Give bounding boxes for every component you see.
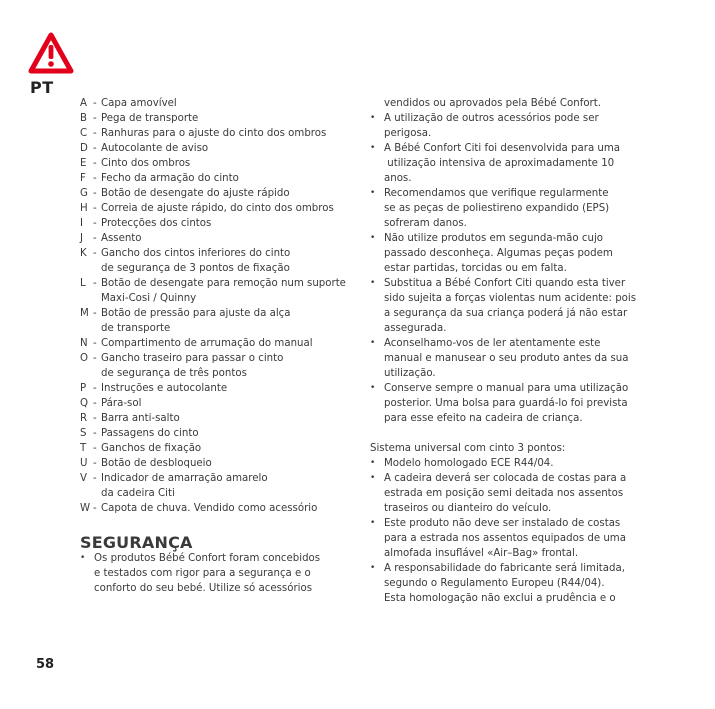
part-description-line: Autocolante de aviso <box>101 143 209 154</box>
part-letter: D <box>80 143 88 154</box>
language-code: PT <box>30 78 54 97</box>
part-description-line: Passagens do cinto <box>101 428 199 439</box>
part-dash: - <box>93 233 97 244</box>
bullet-dot: • <box>370 383 376 393</box>
part-description <box>101 186 355 201</box>
part-description-line: Ranhuras para o ajuste do cinto dos ombros <box>101 128 327 139</box>
bullet-text-line: sido sujeita a forças violentas num acidente: pois <box>384 293 637 304</box>
bullet-text-line: Não utilize produtos em segunda-mão cujo <box>384 233 604 244</box>
part-letter: R <box>80 413 88 424</box>
bullet-dot: • <box>370 278 376 288</box>
part-description-line: Cinto dos ombros <box>101 158 191 169</box>
part-letter: H <box>80 203 88 214</box>
bullet-text-line: Conserve sempre o manual para uma utilização <box>384 383 629 394</box>
part-letter: E <box>80 158 87 169</box>
bullet-text-line: A cadeira deverá ser colocada de costas para a <box>384 473 627 484</box>
bullet-text-line: Substitua a Bébé Confort Citi quando esta tiver <box>384 278 626 289</box>
parts-list-item <box>80 456 355 471</box>
bullet-item <box>370 561 645 606</box>
warning-triangle-icon <box>28 32 74 74</box>
part-description-line: de segurança de três pontos <box>101 368 247 379</box>
parts-list-item <box>80 501 355 516</box>
bullet-text-line: almofada insuflável «Air–Bag» frontal. <box>384 548 579 559</box>
bullet-text <box>384 141 645 186</box>
bullet-dot: • <box>80 553 86 563</box>
part-letter: Q <box>80 398 89 409</box>
part-dash: - <box>93 218 97 229</box>
universal-system-heading: Sistema universal com cinto 3 pontos: <box>370 443 566 454</box>
page-number: 58 <box>36 657 55 672</box>
bullet-item <box>370 276 645 336</box>
bullet-text <box>384 516 645 561</box>
bullet-text-line: traseiros ou dianteiro do veículo. <box>384 503 552 514</box>
part-dash: - <box>93 353 97 364</box>
part-description <box>101 231 355 246</box>
bullet-item <box>370 111 645 141</box>
bullet-text-line: assegurada. <box>384 323 447 334</box>
part-dash: - <box>93 203 97 214</box>
bullet-text-line: Aconselhamo-vos de ler atentamente este <box>384 338 601 349</box>
part-dash: - <box>93 413 97 424</box>
bullet-text-line: se as peças de poliestireno expandido (EPS) <box>384 203 610 214</box>
parts-list-item <box>80 171 355 186</box>
parts-list-item <box>80 96 355 111</box>
part-description <box>101 441 355 456</box>
parts-list-item <box>80 441 355 456</box>
parts-list-item <box>80 426 355 441</box>
part-description-line: Compartimento de arrumação do manual <box>101 338 313 349</box>
bullet-text-line: para esse efeito na cadeira de criança. <box>384 413 583 424</box>
part-letter: F <box>80 173 86 184</box>
parts-list-item <box>80 411 355 426</box>
bullet-text-line: anos. <box>384 173 412 184</box>
bullet-item <box>370 516 645 561</box>
part-description-line: Maxi-Cosi / Quinny <box>101 293 197 304</box>
bullet-item <box>370 141 645 186</box>
bullet-dot: • <box>370 518 376 528</box>
part-description-line: Assento <box>101 233 142 244</box>
part-letter: G <box>80 188 88 199</box>
part-letter: J <box>80 233 84 244</box>
part-dash: - <box>93 98 97 109</box>
bullet-text-line: Os produtos Bébé Confort foram concebidos <box>94 553 321 564</box>
part-description-line: de transporte <box>101 323 171 334</box>
bullet-text-line: manual e manusear o seu produto antes da sua <box>384 353 629 364</box>
part-description-line: Botão de desbloqueio <box>101 458 212 469</box>
part-description <box>101 411 355 426</box>
parts-list <box>80 96 355 516</box>
bullet-text <box>384 276 645 336</box>
part-dash: - <box>93 473 97 484</box>
part-description-line: Pára-sol <box>101 398 142 409</box>
parts-list-item <box>80 351 355 381</box>
bullet-text-line: para a estrada nos assentos equipados de uma <box>384 533 626 544</box>
bullet-dot: • <box>370 458 376 468</box>
part-dash: - <box>93 113 97 124</box>
part-description-line: Botão de pressão para ajuste da alça <box>101 308 291 319</box>
parts-list-item <box>80 231 355 246</box>
part-letter: P <box>80 383 87 394</box>
part-dash: - <box>93 308 97 319</box>
left-column <box>80 96 355 596</box>
bullet-text-line: A responsabilidade do fabricante será limitada, <box>384 563 625 574</box>
part-description <box>101 306 355 336</box>
bullet-continuation: vendidos ou aprovados pela Bébé Confort. <box>384 98 601 109</box>
part-description <box>101 141 355 156</box>
part-dash: - <box>93 338 97 349</box>
part-description <box>101 216 355 231</box>
part-dash: - <box>93 428 97 439</box>
parts-list-item <box>80 156 355 171</box>
parts-list-item <box>80 126 355 141</box>
part-letter: T <box>80 443 87 454</box>
parts-list-item <box>80 141 355 156</box>
part-dash: - <box>93 173 97 184</box>
part-description-line: Barra anti-salto <box>101 413 180 424</box>
part-dash: - <box>93 188 97 199</box>
bullet-text-line: A utilização de outros acessórios pode ser <box>384 113 599 124</box>
parts-list-item <box>80 246 355 276</box>
universal-system-bullets <box>370 456 645 606</box>
part-letter: M <box>80 308 89 319</box>
part-dash: - <box>93 503 97 514</box>
bullet-text <box>94 551 355 596</box>
part-letter: C <box>80 128 88 139</box>
part-description <box>101 156 355 171</box>
bullet-text-line: segundo o Regulamento Europeu (R44/04). <box>384 578 605 589</box>
part-letter: W <box>80 503 91 514</box>
bullet-text-line: utilização. <box>384 368 436 379</box>
part-letter: B <box>80 113 87 124</box>
bullet-dot: • <box>370 188 376 198</box>
right-column <box>370 96 645 606</box>
bullet-item <box>370 336 645 381</box>
part-description-line: Fecho da armação do cinto <box>101 173 239 184</box>
bullet-text-line: Esta homologação não exclui a prudência e o <box>384 593 616 604</box>
bullet-text-line: sofreram danos. <box>384 218 467 229</box>
bullet-dot: • <box>370 563 376 573</box>
part-description-line: de segurança de 3 pontos de fixação <box>101 263 290 274</box>
bullet-text <box>384 456 645 471</box>
part-letter: V <box>80 473 87 484</box>
part-description-line: Gancho traseiro para passar o cinto <box>101 353 284 364</box>
bullet-item <box>370 186 645 231</box>
part-letter: S <box>80 428 87 439</box>
part-description <box>101 96 355 111</box>
part-letter: A <box>80 98 87 109</box>
part-description-line: Botão de desengate do ajuste rápido <box>101 188 290 199</box>
bullet-text-line: Recomendamos que verifique regularmente <box>384 188 609 199</box>
safety-bullets-left <box>80 551 355 596</box>
part-description <box>101 426 355 441</box>
part-description <box>101 336 355 351</box>
parts-list-item <box>80 381 355 396</box>
bullet-text <box>384 186 645 231</box>
bullet-text-line: estrada em posição semi deitada nos assentos <box>384 488 624 499</box>
part-description <box>101 471 355 501</box>
part-description <box>101 351 355 381</box>
part-description <box>101 381 355 396</box>
bullet-dot: • <box>370 473 376 483</box>
part-letter: N <box>80 338 88 349</box>
parts-list-item <box>80 111 355 126</box>
parts-list-item <box>80 396 355 411</box>
parts-list-item <box>80 306 355 336</box>
part-description-line: Capota de chuva. Vendido como acessório <box>101 503 318 514</box>
part-description <box>101 396 355 411</box>
part-description <box>101 501 355 516</box>
part-description-line: Instruções e autocolante <box>101 383 228 394</box>
part-description <box>101 126 355 141</box>
safety-bullets-right <box>370 111 645 426</box>
part-description-line: Gancho dos cintos inferiores do cinto <box>101 248 291 259</box>
bullet-dot: • <box>370 338 376 348</box>
bullet-text-line: posterior. Uma bolsa para guardá-lo foi prevista <box>384 398 628 409</box>
part-description <box>101 456 355 471</box>
part-letter: U <box>80 458 88 469</box>
parts-list-item <box>80 186 355 201</box>
bullet-text-line: perigosa. <box>384 128 432 139</box>
part-letter: I <box>80 218 84 229</box>
part-dash: - <box>93 128 97 139</box>
parts-list-item <box>80 216 355 231</box>
part-dash: - <box>93 458 97 469</box>
bullet-dot: • <box>370 113 376 123</box>
section-title-safety: SEGURANÇA <box>80 533 193 552</box>
bullet-item <box>370 456 645 471</box>
bullet-text-line: A Bébé Confort Citi foi desenvolvida para uma <box>384 143 621 154</box>
bullet-item <box>370 471 645 516</box>
part-dash: - <box>93 143 97 154</box>
part-dash: - <box>93 158 97 169</box>
bullet-text-line: utilização intensiva de aproximadamente 10 <box>384 158 615 169</box>
part-dash: - <box>93 398 97 409</box>
bullet-text-line: Este produto não deve ser instalado de costas <box>384 518 621 529</box>
part-description <box>101 201 355 216</box>
part-description-line: Indicador de amarração amarelo <box>101 473 268 484</box>
part-dash: - <box>93 443 97 454</box>
parts-list-item <box>80 201 355 216</box>
bullet-text <box>384 471 645 516</box>
parts-list-item <box>80 471 355 501</box>
bullet-text <box>384 336 645 381</box>
part-dash: - <box>93 383 97 394</box>
bullet-text-line: Modelo homologado ECE R44/04. <box>384 458 554 469</box>
bullet-item <box>370 231 645 276</box>
bullet-text-line: conforto do seu bebé. Utilize só acessórios <box>94 583 313 594</box>
bullet-item <box>80 551 355 596</box>
bullet-text <box>384 381 645 426</box>
bullet-text-line: a segurança da sua criança poderá já não estar <box>384 308 628 319</box>
part-letter: O <box>80 353 89 364</box>
part-description-line: Correia de ajuste rápido, do cinto dos ombros <box>101 203 334 214</box>
part-description-line: Botão de desengate para remoção num suporte <box>101 278 346 289</box>
bullet-text <box>384 231 645 276</box>
bullet-item <box>370 381 645 426</box>
bullet-dot: • <box>370 233 376 243</box>
part-description-line: Ganchos de fixação <box>101 443 202 454</box>
parts-list-item <box>80 336 355 351</box>
part-letter: L <box>80 278 86 289</box>
part-letter: K <box>80 248 87 259</box>
part-description-line: Capa amovível <box>101 98 177 109</box>
bullet-text-line: estar partidas, torcidas ou em falta. <box>384 263 567 274</box>
bullet-text-line: e testados com rigor para a segurança e o <box>94 568 311 579</box>
part-description-line: Pega de transporte <box>101 113 199 124</box>
bullet-text <box>384 111 645 141</box>
part-description <box>101 111 355 126</box>
part-description <box>101 246 355 276</box>
part-dash: - <box>93 278 97 289</box>
parts-list-item <box>80 276 355 306</box>
bullet-text <box>384 561 645 606</box>
bullet-text-line: passado desconheça. Algumas peças podem <box>384 248 613 259</box>
part-description <box>101 276 355 306</box>
part-description <box>101 171 355 186</box>
part-description-line: Protecções dos cintos <box>101 218 212 229</box>
bullet-dot: • <box>370 143 376 153</box>
part-dash: - <box>93 248 97 259</box>
part-description-line: da cadeira Citi <box>101 488 175 499</box>
